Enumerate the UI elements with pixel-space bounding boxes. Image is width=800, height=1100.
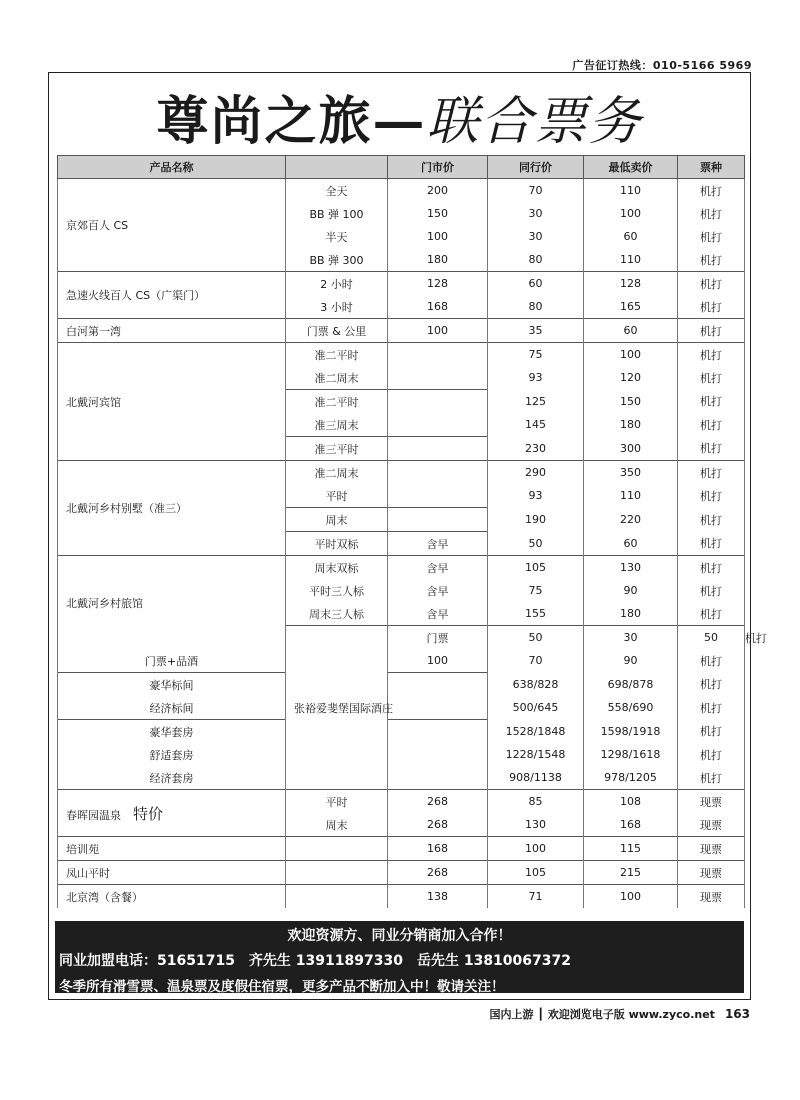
table-row bbox=[58, 461, 745, 485]
ad-hotline: 广告征订热线：010-5166 5969 bbox=[572, 59, 752, 72]
item-cell: 准二周末 bbox=[286, 461, 388, 485]
trade-price-cell: 30 bbox=[488, 202, 584, 225]
ticket-type-cell: 机打 bbox=[678, 556, 745, 580]
retail-price-cell: 168 bbox=[388, 295, 488, 319]
product-name: 京郊百人 CS bbox=[66, 219, 129, 232]
ticket-type-cell: 机打 bbox=[678, 508, 745, 532]
page-number: 163 bbox=[724, 1007, 750, 1021]
min-price-cell: 128 bbox=[584, 272, 678, 296]
trade-price-cell: 71 bbox=[488, 885, 584, 909]
price-sheet-frame bbox=[48, 72, 767, 1000]
min-price-cell: 300 bbox=[584, 437, 678, 461]
ticket-type-cell: 机打 bbox=[678, 366, 745, 390]
product-name: 北戴河乡村别墅（准三） bbox=[66, 502, 187, 515]
promo-line-1: 欢迎资源方、同业分销商加入合作！ bbox=[287, 928, 512, 944]
item-cell bbox=[286, 837, 388, 861]
table-row bbox=[58, 837, 745, 861]
min-price-cell: 1598/1918 bbox=[584, 720, 678, 744]
item-cell: 准二周末 bbox=[286, 366, 388, 390]
item-cell: 准二平时 bbox=[286, 390, 388, 414]
item-cell: 准三周末 bbox=[286, 413, 388, 437]
min-price-cell: 100 bbox=[584, 885, 678, 909]
min-price-cell: 100 bbox=[584, 202, 678, 225]
product-name: 北戴河宾馆 bbox=[66, 395, 121, 409]
retail-price-cell bbox=[388, 766, 488, 790]
min-price-cell: 120 bbox=[584, 366, 678, 390]
item-cell: 平时双标 bbox=[286, 532, 388, 556]
ticket-type-cell: 机打 bbox=[678, 319, 745, 343]
ticket-type-cell: 机打 bbox=[678, 272, 745, 296]
table-header-row bbox=[58, 156, 745, 179]
retail-price-cell: 含早 bbox=[388, 556, 488, 580]
trade-price-cell: 30 bbox=[488, 225, 584, 248]
price-table bbox=[57, 155, 767, 908]
trade-price-cell: 80 bbox=[488, 248, 584, 272]
retail-price-cell bbox=[388, 390, 488, 414]
retail-price-cell bbox=[388, 461, 488, 485]
item-cell: 豪华套房 bbox=[58, 720, 286, 744]
trade-price-cell: 1528/1848 bbox=[488, 720, 584, 744]
ticket-type-cell: 机打 bbox=[678, 295, 745, 319]
table-row bbox=[58, 343, 745, 367]
retail-price-cell bbox=[388, 673, 488, 697]
min-price-cell: 60 bbox=[584, 319, 678, 343]
product-name-cell bbox=[58, 319, 286, 343]
ticket-type-cell: 现票 bbox=[678, 861, 745, 885]
min-price-cell: 90 bbox=[584, 649, 678, 673]
table-row bbox=[58, 649, 745, 673]
product-name: 凤山平时 bbox=[66, 866, 110, 880]
min-price-cell: 110 bbox=[584, 248, 678, 272]
ticket-type-cell: 机打 bbox=[678, 225, 745, 248]
min-price-cell: 130 bbox=[584, 556, 678, 580]
product-name: 北戴河乡村旅馆 bbox=[66, 596, 143, 610]
item-cell bbox=[286, 861, 388, 885]
ticket-type-cell: 机打 bbox=[678, 202, 745, 225]
product-name: 张裕爱斐堡国际酒庄 bbox=[294, 701, 393, 715]
trade-price-cell: 100 bbox=[488, 837, 584, 861]
min-price-cell: 350 bbox=[584, 461, 678, 485]
ticket-type-cell: 机打 bbox=[678, 579, 745, 602]
ticket-type-cell: 机打 bbox=[678, 413, 745, 437]
product-name-cell bbox=[58, 556, 286, 650]
ticket-type-cell: 机打 bbox=[678, 649, 745, 673]
retail-price-cell bbox=[388, 366, 488, 390]
retail-price-cell bbox=[388, 508, 488, 532]
table-row bbox=[58, 743, 745, 766]
table-row bbox=[58, 179, 745, 203]
retail-price-cell bbox=[388, 743, 488, 766]
min-price-cell: 100 bbox=[584, 343, 678, 367]
item-cell: 周末 bbox=[286, 508, 388, 532]
title-part2: 联合票务 bbox=[426, 91, 643, 152]
retail-price-cell: 138 bbox=[388, 885, 488, 909]
item-cell: 2 小时 bbox=[286, 272, 388, 296]
ticket-type-cell: 机打 bbox=[678, 696, 745, 720]
min-price-cell: 168 bbox=[584, 813, 678, 837]
price-table-body bbox=[58, 179, 767, 909]
header-trade: 同行价 bbox=[488, 156, 584, 179]
table-row bbox=[58, 885, 745, 909]
item-cell: 门票+品酒 bbox=[58, 649, 286, 673]
retail-price-cell bbox=[388, 484, 488, 508]
item-cell: 经济标间 bbox=[58, 696, 286, 720]
min-price-cell: 220 bbox=[584, 508, 678, 532]
retail-price-cell: 268 bbox=[388, 861, 488, 885]
min-price-cell: 60 bbox=[584, 225, 678, 248]
ticket-type-cell: 现票 bbox=[678, 790, 745, 814]
trade-price-cell: 93 bbox=[488, 484, 584, 508]
retail-price-cell: 50 bbox=[488, 626, 584, 650]
ticket-type-cell: 机打 bbox=[678, 248, 745, 272]
trade-price-cell: 85 bbox=[488, 790, 584, 814]
min-price-cell: 60 bbox=[584, 532, 678, 556]
item-cell: 准三平时 bbox=[286, 437, 388, 461]
min-price-cell: 698/878 bbox=[584, 673, 678, 697]
ticket-type-cell: 机打 bbox=[678, 437, 745, 461]
product-name-cell bbox=[58, 461, 286, 556]
min-price-cell: 180 bbox=[584, 602, 678, 626]
min-price-cell: 90 bbox=[584, 579, 678, 602]
product-name-cell bbox=[58, 790, 286, 837]
trade-price-cell: 290 bbox=[488, 461, 584, 485]
promo-banner bbox=[55, 921, 744, 993]
ticket-type-cell: 机打 bbox=[678, 390, 745, 414]
item-cell: 准二平时 bbox=[286, 343, 388, 367]
promo-line-3: 冬季所有滑雪票、温泉票及度假住宿票，更多产品不断加入中！敬请关注！ bbox=[59, 979, 505, 995]
trade-price-cell: 50 bbox=[488, 532, 584, 556]
retail-price-cell: 含早 bbox=[388, 532, 488, 556]
retail-price-cell: 180 bbox=[388, 248, 488, 272]
item-cell: BB 弹 100 bbox=[286, 202, 388, 225]
min-price-cell: 115 bbox=[584, 837, 678, 861]
table-row bbox=[58, 556, 745, 580]
product-name-cell bbox=[58, 837, 286, 861]
trade-price-cell: 190 bbox=[488, 508, 584, 532]
retail-price-cell: 268 bbox=[388, 813, 488, 837]
item-cell: 周末双标 bbox=[286, 556, 388, 580]
trade-price-cell: 70 bbox=[488, 649, 584, 673]
footer-text: 国内上游 ┃ 欢迎浏览电子版 www.zyco.net bbox=[489, 1008, 715, 1021]
item-cell bbox=[286, 885, 388, 909]
retail-price-cell bbox=[388, 413, 488, 437]
trade-price-cell: 70 bbox=[488, 179, 584, 203]
min-price-cell: 1298/1618 bbox=[584, 743, 678, 766]
product-name-cell bbox=[58, 272, 286, 319]
trade-price-cell: 105 bbox=[488, 861, 584, 885]
page-title bbox=[49, 81, 750, 151]
header-type: 票种 bbox=[678, 156, 745, 179]
retail-price-cell: 100 bbox=[388, 319, 488, 343]
product-name: 急速火线百人 CS（广渠门） bbox=[66, 289, 206, 302]
product-name-cell bbox=[58, 861, 286, 885]
retail-price-cell: 268 bbox=[388, 790, 488, 814]
item-cell: 门票 bbox=[388, 626, 488, 650]
trade-price-cell: 908/1138 bbox=[488, 766, 584, 790]
trade-price-cell: 230 bbox=[488, 437, 584, 461]
trade-price-cell: 75 bbox=[488, 579, 584, 602]
item-cell: 平时三人标 bbox=[286, 579, 388, 602]
table-row: 张裕爱斐堡国际酒庄 门票 50 30 50 机打 bbox=[58, 626, 745, 650]
item-cell: 经济套房 bbox=[58, 766, 286, 790]
retail-price-cell bbox=[388, 696, 488, 720]
table-row bbox=[58, 696, 745, 720]
ticket-type-cell: 机打 bbox=[678, 720, 745, 744]
retail-price-cell: 含早 bbox=[388, 602, 488, 626]
ticket-type-cell: 机打 bbox=[678, 461, 745, 485]
ticket-type-cell: 机打 bbox=[678, 673, 745, 697]
table-row bbox=[58, 720, 745, 744]
trade-price-cell: 500/645 bbox=[488, 696, 584, 720]
retail-price-cell bbox=[388, 437, 488, 461]
page-footer bbox=[489, 1006, 750, 1022]
ticket-type-cell: 机打 bbox=[678, 179, 745, 203]
header-retail: 门市价 bbox=[388, 156, 488, 179]
table-row bbox=[58, 319, 745, 343]
title-part1: 尊尚之旅— bbox=[156, 90, 427, 152]
retail-price-cell bbox=[388, 720, 488, 744]
ticket-type-cell: 机打 bbox=[678, 532, 745, 556]
header-item bbox=[286, 156, 388, 179]
table-row bbox=[58, 272, 745, 296]
trade-price-cell: 155 bbox=[488, 602, 584, 626]
trade-price-cell: 1228/1548 bbox=[488, 743, 584, 766]
item-cell: 平时 bbox=[286, 790, 388, 814]
item-cell: 周末 bbox=[286, 813, 388, 837]
item-cell: 舒适套房 bbox=[58, 743, 286, 766]
trade-price-cell: 30 bbox=[584, 626, 678, 650]
special-price-tag: 特价 bbox=[133, 804, 164, 823]
trade-price-cell: 125 bbox=[488, 390, 584, 414]
table-row bbox=[58, 766, 745, 790]
ticket-type-cell: 现票 bbox=[678, 885, 745, 909]
min-price-cell: 215 bbox=[584, 861, 678, 885]
ticket-type-cell: 机打 bbox=[678, 484, 745, 508]
min-price-cell: 50 bbox=[678, 626, 745, 650]
retail-price-cell: 100 bbox=[388, 649, 488, 673]
retail-price-cell: 100 bbox=[388, 225, 488, 248]
product-name: 春晖园温泉 bbox=[66, 808, 121, 822]
item-cell: 3 小时 bbox=[286, 295, 388, 319]
trade-price-cell: 80 bbox=[488, 295, 584, 319]
product-name-cell bbox=[58, 179, 286, 272]
table-row bbox=[58, 790, 745, 814]
min-price-cell: 150 bbox=[584, 390, 678, 414]
retail-price-cell bbox=[388, 343, 488, 367]
header-product: 产品名称 bbox=[58, 156, 286, 179]
min-price-cell: 110 bbox=[584, 484, 678, 508]
item-cell: 半天 bbox=[286, 225, 388, 248]
ticket-type-cell: 现票 bbox=[678, 813, 745, 837]
trade-price-cell: 105 bbox=[488, 556, 584, 580]
product-name-cell bbox=[286, 626, 393, 790]
trade-price-cell: 35 bbox=[488, 319, 584, 343]
retail-price-cell: 含早 bbox=[388, 579, 488, 602]
ticket-type-cell: 现票 bbox=[678, 837, 745, 861]
trade-price-cell: 130 bbox=[488, 813, 584, 837]
min-price-cell: 110 bbox=[584, 179, 678, 203]
trade-price-cell: 638/828 bbox=[488, 673, 584, 697]
trade-price-cell: 145 bbox=[488, 413, 584, 437]
min-price-cell: 978/1205 bbox=[584, 766, 678, 790]
ticket-type-cell: 机打 bbox=[678, 766, 745, 790]
ticket-type-cell: 机打 bbox=[678, 343, 745, 367]
product-name-cell bbox=[58, 343, 286, 461]
header-min: 最低卖价 bbox=[584, 156, 678, 179]
table-row bbox=[58, 861, 745, 885]
trade-price-cell: 93 bbox=[488, 366, 584, 390]
trade-price-cell: 60 bbox=[488, 272, 584, 296]
item-cell: BB 弹 300 bbox=[286, 248, 388, 272]
table-row bbox=[58, 673, 745, 697]
item-cell: 平时 bbox=[286, 484, 388, 508]
item-cell: 周末三人标 bbox=[286, 602, 388, 626]
retail-price-cell: 128 bbox=[388, 272, 488, 296]
ticket-type-cell: 机打 bbox=[678, 602, 745, 626]
min-price-cell: 180 bbox=[584, 413, 678, 437]
product-name: 北京湾（含餐） bbox=[66, 890, 143, 904]
ticket-type-cell: 机打 bbox=[678, 743, 745, 766]
retail-price-cell: 150 bbox=[388, 202, 488, 225]
min-price-cell: 165 bbox=[584, 295, 678, 319]
retail-price-cell: 200 bbox=[388, 179, 488, 203]
product-name-cell bbox=[58, 885, 286, 909]
item-cell: 全天 bbox=[286, 179, 388, 203]
min-price-cell: 558/690 bbox=[584, 696, 678, 720]
promo-line-2: 同业加盟电话：51651715 齐先生 13911897330 岳先生 13810067372 bbox=[59, 953, 571, 969]
retail-price-cell: 168 bbox=[388, 837, 488, 861]
trade-price-cell: 75 bbox=[488, 343, 584, 367]
item-cell: 豪华标间 bbox=[58, 673, 286, 697]
min-price-cell: 108 bbox=[584, 790, 678, 814]
product-name: 培训苑 bbox=[66, 842, 99, 856]
product-name: 白河第一湾 bbox=[66, 324, 121, 338]
item-cell: 门票 & 公里 bbox=[286, 319, 388, 343]
